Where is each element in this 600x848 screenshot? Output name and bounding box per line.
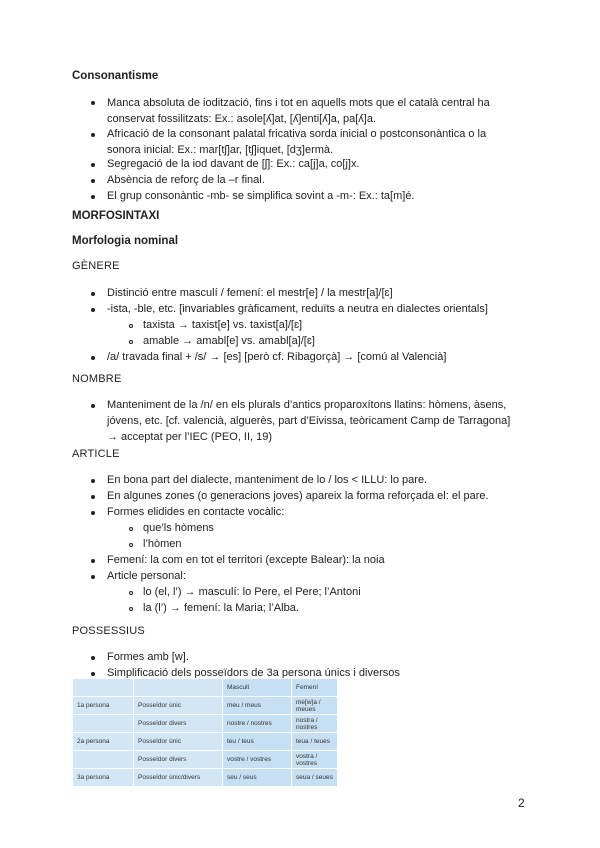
sub-bullet: [129, 340, 133, 344]
table-cell: vostre / vostres: [223, 751, 292, 769]
table-cell: nostre / nostres: [223, 715, 292, 733]
table-cell: Femení: [292, 679, 338, 697]
table-cell: 2a persona: [73, 733, 134, 751]
bullet: [91, 404, 95, 408]
sub-bullet: [129, 324, 133, 328]
table-row: [73, 769, 338, 787]
heading-morfosintaxi: MORFOSINTAXI: [72, 210, 160, 222]
list-item: -ista, -ble, etc. [invariables gràficament, reduïts a neutra en dialectes orientals]: [107, 303, 488, 315]
table-cell: [73, 679, 134, 697]
table-cell: Posseïdor únic: [134, 697, 223, 715]
sub-list-item: taxista → taxist[e] vs. taxist[a]/[ɛ]: [143, 319, 303, 331]
bullet: [91, 179, 95, 183]
table-cell: teua / teues: [292, 733, 338, 751]
sub-list-item: amable → amabl[e] vs. amabl[a]/[ɛ]: [143, 335, 315, 347]
sub-list-item: l’hòmen: [143, 538, 182, 550]
possessius-table: [72, 678, 338, 787]
bullet: [91, 479, 95, 483]
section-nombre: NOMBRE: [72, 373, 122, 385]
table-cell: Posseïdor únic/divers: [134, 769, 223, 787]
table-cell: seu / seus: [223, 769, 292, 787]
bullet: [91, 292, 95, 296]
list-item: [107, 126, 537, 158]
table-row: [73, 733, 338, 751]
list-item: Femení: la com en tot el territori (excepte Balear): la noia: [107, 554, 385, 566]
table-cell: 1a persona: [73, 697, 134, 715]
table-cell: 3a persona: [73, 769, 134, 787]
table-cell: Posseïdor divers: [134, 751, 223, 769]
list-item-line: Manca absoluta de iodització, fins i tot en aquells mots que el català central ha: [107, 97, 490, 109]
bullet: [91, 133, 95, 137]
bullet: [91, 511, 95, 515]
section-genere: GÈNERE: [72, 260, 120, 272]
bullet: [91, 559, 95, 563]
table-row: [73, 715, 338, 733]
section-possessius: POSSESSIUS: [72, 625, 145, 637]
list-item-line: sonora inicial: Ex.: mar[tʃ]ar, [tʃ]iquet, [dʒ]ermà.: [107, 144, 334, 156]
list-item-line: Africació de la consonant palatal fricativa sorda inicial o postconsonàntica o la: [107, 128, 487, 140]
table-cell: Posseïdor únic: [134, 733, 223, 751]
table-cell: [73, 751, 134, 769]
table-cell: nostra / nostres: [292, 715, 338, 733]
list-item: [107, 397, 537, 445]
list-item: Segregació de la iod davant de [ʃ]: Ex.: ca[j]a, co[j]x.: [107, 158, 360, 170]
bullet: [91, 495, 95, 499]
bullet: [91, 101, 95, 105]
sub-bullet: [129, 543, 133, 547]
list-item: Formes elidides en contacte vocàlic:: [107, 506, 285, 518]
bullet: [91, 163, 95, 167]
heading-consonantisme: Consonantisme: [72, 70, 159, 82]
table-header-row: [73, 679, 338, 697]
table-cell: teu / teus: [223, 733, 292, 751]
list-item: En bona part del dialecte, manteniment de lo / los < ILLU: lo pare.: [107, 474, 428, 486]
sub-bullet: [129, 607, 133, 611]
list-item-line: Manteniment de la /n/ en els plurals d’antics proparoxítons llatins: hòmens, àsens,: [107, 399, 507, 411]
sub-bullet: [129, 591, 133, 595]
list-item: El grup consonàntic -mb- se simplifica sovint a -m-: Ex.: ta[m]é.: [107, 190, 415, 202]
list-item: [107, 95, 537, 127]
sub-list-item: lo (el, l’) → masculí: lo Pere, el Pere; l’Antoni: [143, 586, 361, 598]
table-cell: me[w]a / meues: [292, 697, 338, 715]
list-item: Simplificació dels posseïdors de 3a persona únics i diversos: [107, 667, 400, 679]
table-cell: [73, 715, 134, 733]
list-item: Absència de reforç de la –r final.: [107, 174, 265, 186]
bullet: [91, 656, 95, 660]
bullet: [91, 195, 95, 199]
table-row: [73, 751, 338, 769]
list-item: Distinció entre masculí / femení: el mestr[e] / la mestr[a]/[ɛ]: [107, 287, 393, 299]
list-item-line: conservat fossilitzats: Ex.: asole[ʎ]at, [ʎ]enti[ʎ]a, pa[ʎ]a.: [107, 113, 377, 125]
section-article: ARTICLE: [72, 448, 120, 460]
bullet: [91, 356, 95, 360]
table-cell: Masculí: [223, 679, 292, 697]
list-item-line: → acceptat per l’IEC (PEO, II, 19): [107, 431, 273, 443]
list-item: Formes amb [w].: [107, 651, 189, 663]
table-cell: vostra / vostres: [292, 751, 338, 769]
sub-list-item: que’ls hòmens: [143, 522, 214, 534]
table-row: [73, 697, 338, 715]
list-item-line: jóvens, etc. [cf. valencià, alguerès, part d’Eivissa, teòricament Camp de Tarragona]: [107, 415, 511, 427]
table-cell: [134, 679, 223, 697]
list-item: Article personal:: [107, 570, 186, 582]
heading-morfologia-nominal: Morfologia nominal: [72, 235, 179, 247]
table-cell: meu / meus: [223, 697, 292, 715]
sub-list-item: la (l’) → femení: la Maria; l’Alba.: [143, 602, 299, 614]
bullet: [91, 575, 95, 579]
page-number: 2: [518, 796, 525, 810]
list-item: En algunes zones (o generacions joves) apareix la forma reforçada el: el pare.: [107, 490, 489, 502]
bullet: [91, 308, 95, 312]
table-cell: seua / seues: [292, 769, 338, 787]
list-item: /a/ travada final + /s/ → [es] [però cf. Ribagorçà] → [comú al Valencià]: [107, 351, 447, 363]
table-cell: Posseïdor divers: [134, 715, 223, 733]
bullet: [91, 672, 95, 676]
sub-bullet: [129, 527, 133, 531]
